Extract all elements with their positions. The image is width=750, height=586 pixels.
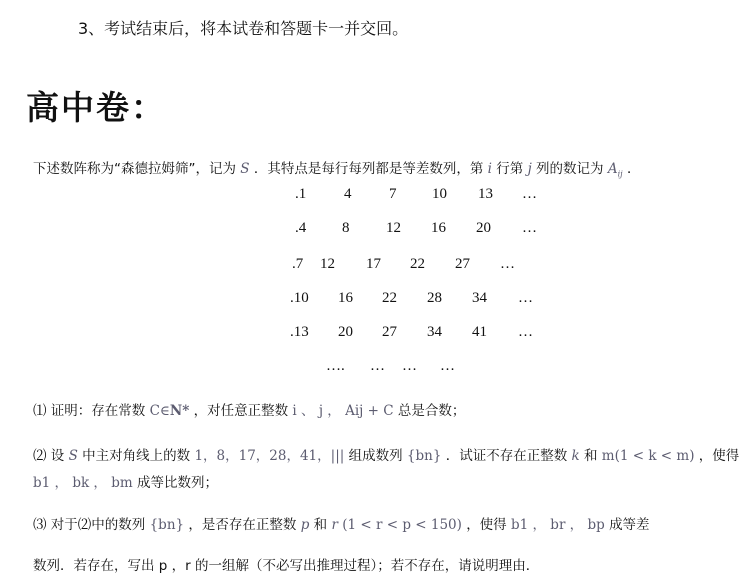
math-i-j: i 、 j ， (292, 403, 341, 419)
math-n-star: N* (169, 403, 190, 419)
matrix-cell: … (402, 358, 417, 374)
q2-text-5: 和 (583, 448, 598, 464)
matrix-cell: .13 (290, 324, 309, 340)
q2-text-3: 组成数列 (348, 448, 403, 464)
q2-text-1: 设 (50, 448, 65, 464)
matrix-cell: 22 (382, 290, 397, 306)
matrix-row-1 (260, 186, 560, 208)
var-s: S (240, 161, 250, 177)
question-number: ⑵ (33, 448, 47, 464)
matrix-row-5 (260, 324, 560, 346)
var-r: r (331, 517, 338, 533)
matrix-cell: …. (326, 358, 345, 374)
matrix-cell: 12 (386, 220, 401, 236)
q1-text-3: 总是合数； (397, 403, 466, 419)
question-number: ⑶ (33, 517, 47, 533)
var-p: p (300, 517, 310, 533)
q3-text-3: 和 (313, 517, 328, 533)
matrix-cell: .4 (295, 220, 307, 236)
matrix-cell: 17 (366, 256, 381, 272)
intro-text-3: 行第 (496, 161, 524, 177)
math-bn: {bn} (406, 448, 442, 464)
matrix-cell: 27 (455, 256, 470, 272)
math-c-in: C∈ (149, 403, 170, 419)
matrix-cell: 41 (472, 324, 487, 340)
q1-text-2: ，对任意正整数 (193, 403, 289, 419)
matrix-cell: … (518, 324, 533, 340)
math-aij-plus-c: Aij + C (345, 403, 394, 419)
math-condition: (1 < r < p < 150) (342, 517, 462, 533)
q2-line2-text: 成等比数列； (136, 475, 218, 491)
matrix-cell: .10 (290, 290, 309, 306)
matrix-cell: 10 (432, 186, 447, 202)
q2-text-4: ．试证不存在正整数 (445, 448, 568, 464)
section-title: 高中卷： (26, 88, 166, 127)
matrix-cell: 22 (410, 256, 425, 272)
matrix-cell: 16 (431, 220, 446, 236)
problem-intro (33, 157, 640, 179)
matrix-cell: 20 (476, 220, 491, 236)
intro-text-1: 下述数阵称为“森德拉姆筛”，记为 (33, 161, 236, 177)
matrix-cell: … (522, 220, 537, 236)
matrix-cell: .7 (292, 256, 304, 272)
matrix-cell: … (500, 256, 515, 272)
matrix-cell: … (440, 358, 455, 374)
matrix-cell: 13 (478, 186, 493, 202)
q3-text-4: ，使得 (466, 517, 507, 533)
math-bn: {bn} (149, 517, 185, 533)
var-j: j (527, 161, 532, 177)
math-b1-br-bp: b1 ， br ， bp (510, 517, 605, 533)
diagonal-sequence: 1，8，17，28，41，||| (194, 448, 345, 464)
matrix-cell: 34 (472, 290, 487, 306)
matrix-cell: 8 (342, 220, 350, 236)
var-a: A (607, 161, 618, 177)
q2-text-2: 中主对角线上的数 (82, 448, 191, 464)
q2-text-6: ，使得 (698, 448, 740, 464)
matrix-cell: 34 (427, 324, 442, 340)
question-3-line-2: 数列．若存在，写出 p ，r 的一组解（不必写出推理过程）；若不存在，请说明理由． (33, 558, 540, 574)
question-number: ⑴ (33, 403, 47, 419)
question-2-line-1 (33, 444, 739, 464)
matrix-row-4 (260, 290, 560, 312)
matrix-cell: .1 (295, 186, 307, 202)
var-s: S (68, 448, 78, 464)
math-m-condition: m(1 < k < m) (601, 448, 695, 464)
matrix-row-6 (260, 358, 560, 380)
matrix-cell: 7 (389, 186, 397, 202)
matrix-cell: 12 (320, 256, 335, 272)
question-3-line-1 (33, 513, 650, 533)
matrix-cell: 4 (344, 186, 352, 202)
intro-text-2: ．其特点是每行每列都是等差数列，第 (253, 161, 484, 177)
intro-text-5: ． (626, 161, 641, 177)
matrix-cell: … (370, 358, 385, 374)
question-2-line-2 (33, 471, 218, 491)
q1-text-1: 证明：存在常数 (50, 403, 146, 419)
math-b1-bk-bm: b1 ， bk ， bm (33, 475, 133, 491)
q3-text-1: 对于⑵中的数列 (50, 517, 146, 533)
matrix-cell: 27 (382, 324, 397, 340)
q3-text-2: ，是否存在正整数 (188, 517, 297, 533)
matrix-cell: 16 (338, 290, 353, 306)
matrix-row-2 (260, 220, 560, 242)
matrix-cell: … (522, 186, 537, 202)
var-i: i (487, 161, 492, 177)
var-k: k (571, 448, 580, 464)
matrix-cell: 20 (338, 324, 353, 340)
matrix-cell: 28 (427, 290, 442, 306)
question-1 (33, 399, 465, 419)
matrix-cell: … (518, 290, 533, 306)
q3-text-5: 成等差 (609, 517, 650, 533)
matrix-row-3 (260, 256, 560, 278)
var-a-subscript: ij (617, 169, 623, 179)
exam-instruction: 3、考试结束后，将本试卷和答题卡一并交回。 (78, 19, 409, 38)
intro-text-4: 列的数记为 (536, 161, 604, 177)
